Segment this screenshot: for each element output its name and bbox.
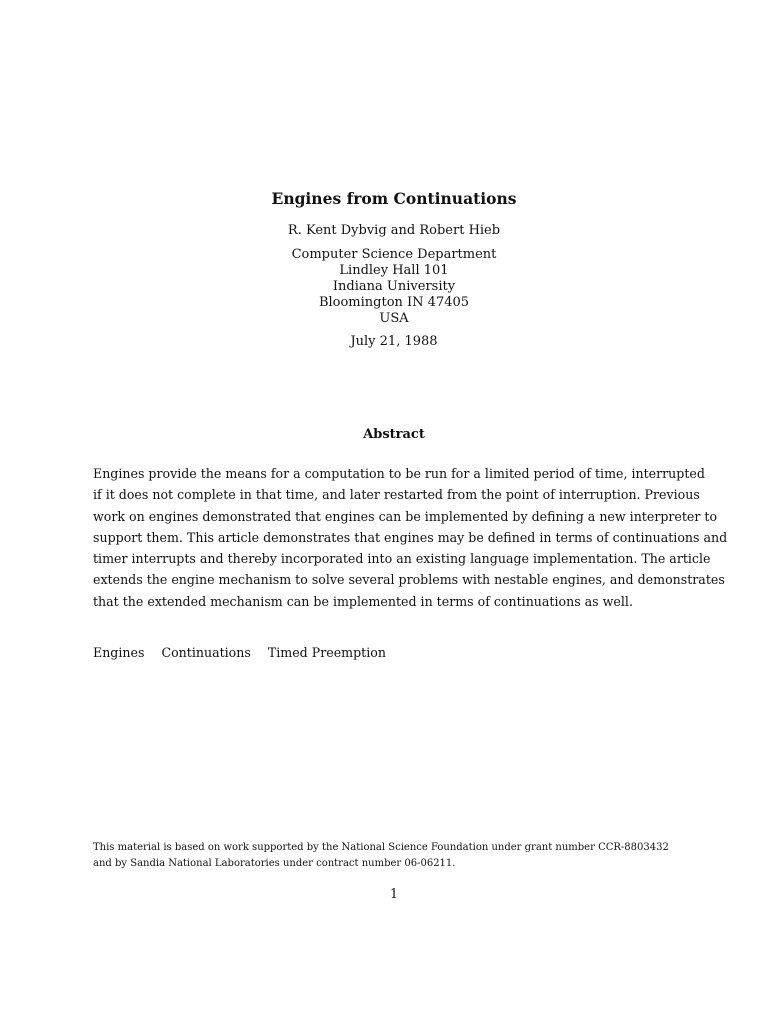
page-number: 1: [389, 886, 398, 901]
affiliation-city: Bloomington IN 47405: [318, 295, 470, 310]
abstract-line: Engines provide the means for a computation to be run for a limited period of time, interrupted: [93, 466, 705, 481]
abstract-line: extends the engine mechanism to solve several problems with nestable engines, and demonstrates: [93, 572, 725, 588]
keyword: Continuations: [161, 645, 251, 660]
keyword: Timed Preemption: [267, 645, 386, 660]
affiliation-department: Computer Science Department: [291, 247, 497, 262]
author-affiliation: [0, 247, 768, 327]
author-names: R. Kent Dybvig and Robert Hieb: [287, 223, 501, 238]
affiliation-building: Lindley Hall 101: [339, 263, 449, 278]
abstract-line: support them. This article demonstrates that engines may be defined in terms of continuations and: [93, 529, 728, 545]
footnote-line: and by Sandia National Laboratories under contract number 06-06211.: [93, 858, 456, 869]
affiliation-university: Indiana University: [332, 279, 456, 294]
abstract-line: that the extended mechanism can be implemented in terms of continuations as well.: [93, 593, 633, 609]
keyword: Engines: [93, 645, 145, 660]
abstract-heading: Abstract: [363, 427, 425, 442]
paper-date: July 21, 1988: [350, 334, 438, 349]
abstract-line: timer interrupts and thereby incorporated into an existing language implementation. The article: [93, 551, 711, 567]
abstract-body: [93, 463, 728, 612]
affiliation-country: USA: [379, 311, 409, 326]
paper-title: Engines from Continuations: [271, 189, 517, 208]
abstract-line: if it does not complete in that time, and later restarted from the point of interruption. Previous: [93, 487, 700, 503]
keywords: [93, 645, 399, 660]
footnote-line: This material is based on work supported by the National Science Foundation under grant number CCR-8803432: [93, 842, 669, 853]
funding-footnote: [93, 840, 697, 872]
abstract-line: work on engines demonstrated that engines can be implemented by defining a new interpreter to: [93, 508, 718, 524]
